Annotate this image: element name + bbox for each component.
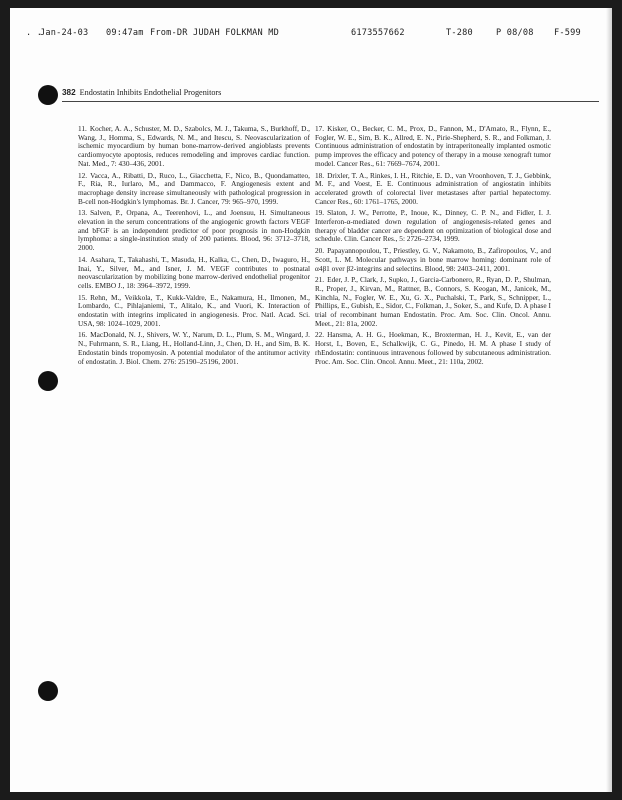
reference-text: Eder, J. P., Clark, J., Supko, J., Garcia-Carbonero, R., Ryan, D. P., Shulman, R., Proper, J., Kirvan, M., Rattner, B., Connors, S. Keogan, M., Janicek, M., Kinchla, N., Fogler, W. E., Xu, G. X., Puchalski, T., Park, S., Schnipper, L., Phillips, E., Gubish, E., Sidor, C., Folkman, J., Soker, S., and Kufe, D. A phase I trial of recombinant human Endostatin. Proc. Am. Soc. Clin. Oncol. Annu. Meet., 21: 81a, 2002. — [315, 275, 551, 328]
reference-number: 22. — [315, 330, 325, 340]
reference-item — [315, 247, 551, 273]
reference-item — [78, 125, 310, 169]
fax-fcode: F-599 — [554, 28, 581, 38]
reference-text: Vacca, A., Ribatti, D., Ruco, L., Giacchetta, F., Nico, B., Quondamatteo, F., Ria, R., Iurlaro, M., and Dammacco, F. Angiogenesis extent and macrophage density increase simultaneously with pathological progression in B-cell non-Hodgkin's lymphomas. Br. J. Cancer, 79: 965–970, 1999. — [78, 170, 310, 206]
reference-text: Kisker, O., Becker, C. M., Prox, D., Fannon, M., D'Amato, R., Flynn, E., Fogler, W. E., Sim, B. K., Allred, E. N., Pirie-Shepherd, S. R., and Folkman, J. Continuous administration of endostatin by intraperitoneally implanted osmotic pump improves the efficacy and potency of therapy in a mouse xenograft tumor model. Cancer Res., 61: 7669–7674, 2001. — [315, 124, 551, 168]
reference-item — [315, 276, 551, 328]
references-right-column — [315, 125, 551, 369]
reference-number: 17. — [315, 124, 325, 133]
reference-item — [315, 209, 551, 244]
page-number: 382 — [62, 88, 76, 97]
reference-text: Drixler, T. A., Rinkes, I. H., Ritchie, E. D., van Vroonhoven, T. J., Gebbink, M. F., and Voest, E. E. Continuous administration of angiostatin inhibits accelerated growth of colorectal liver metastases after partial hepatectomy. Cancer Res., 60: 1761–1765, 2000. — [315, 170, 551, 206]
references-left-column — [78, 125, 310, 369]
fax-sender: From-DR JUDAH FOLKMAN MD — [150, 28, 279, 38]
punch-hole-bottom — [38, 681, 58, 701]
reference-text: Asahara, T., Takahashi, T., Masuda, H., Kalka, C., Chen, D., Iwaguro, H., Inai, Y., Silver, M., and Isner, J. M. VEGF contributes to postnatal neovascularization by mobilizing bone marrow-derived endothelial progenitor cells. EMBO J., 18: 3964–3972, 1999. — [78, 254, 310, 290]
fax-tcode: T-280 — [446, 28, 473, 38]
reference-number: 19. — [315, 208, 325, 218]
reference-number: 18. — [315, 170, 325, 180]
fax-dots: . . — [26, 28, 43, 38]
reference-item — [78, 209, 310, 253]
reference-number: 15. — [78, 292, 88, 302]
fax-date: Jan-24-03 — [40, 28, 89, 38]
reference-number: 14. — [78, 254, 88, 264]
page-edge-shadow — [606, 8, 612, 792]
punch-hole-top — [38, 85, 58, 105]
punch-hole-middle — [38, 371, 58, 391]
reference-text: Rehn, M., Veikkola, T., Kukk-Valdre, E., Nakamura, H., Ilmonen, M., Lombardo, C., Pihlajaniemi, T., Alitalo, K., and Vuori, K. Interaction of endostatin with integrins implicated in angiogenesis. Proc. Natl. Acad. Sci. USA, 98: 1024–1029, 2001. — [78, 292, 310, 328]
reference-text: Papayannopoulou, T., Priestley, G. V., Nakamoto, B., Zafiropoulos, V., and Scott, L. M. Molecular pathways in bone marrow homing: dominant role of α4β1 over β2-integrins and selectins. Blood, 98: 2403–2411, 2001. — [315, 246, 551, 273]
fax-phone: 6173557662 — [351, 28, 405, 38]
reference-number: 12. — [78, 170, 88, 180]
reference-text: MacDonald, N. J., Shivers, W. Y., Narum, D. L., Plum, S. M., Wingard, J. N., Fuhrmann, S. R., Liang, H., Holland-Linn, J., Chen, D. H., and Sim, B. K. Endostatin binds tropomyosin. A potential modulator of the antitumor activity of endostatin. J. Biol. Chem. 276: 25190–25196, 2001. — [78, 330, 310, 366]
reference-item — [315, 125, 551, 169]
reference-number: 13. — [78, 208, 88, 218]
reference-text: Slaton, J. W., Perrotte, P., Inoue, K., Dinney, C. P. N., and Fidler, I. J. Interferon-α-mediated down regulation of angiogenesis-related genes and therapy of bladder cancer are dependent on optimization of biological dose and schedule. Clin. Cancer Res., 5: 2726–2734, 1999. — [315, 208, 551, 244]
reference-text: Salven, P., Orpana, A., Teerenhovi, L., and Joensuu, H. Simultaneous elevation in the serum concentrations of the angiogenic growth factors VEGF and bFGF is an independent predictor of poor prognosis in non-Hodgkin lymphoma: a single-institution study of 200 patients. Blood, 96: 3712–3718, 2000. — [78, 208, 310, 253]
running-head — [62, 88, 221, 97]
fax-page-count: P 08/08 — [496, 28, 534, 38]
reference-number: 20. — [315, 246, 325, 256]
fax-page — [10, 8, 612, 792]
reference-item — [78, 294, 310, 329]
reference-text: Kocher, A. A., Schuster, M. D., Szabolcs, M. J., Takuma, S., Burkhoff, D., Wang, J., Homma, S., Edwards, N. M., and Itescu, S. Neovascularization of ischemic myocardium by human bone-marrow-derived angioblasts prevents cardiomyocyte apoptosis, reduces remodeling and improves cardiac function. Nat. Med., 7: 430–436, 2001. — [78, 124, 310, 168]
reference-number: 16. — [78, 330, 88, 340]
fax-time: 09:47am — [106, 28, 144, 38]
reference-item — [315, 172, 551, 207]
reference-text: Hansma, A. H. G., Hoekman, K., Broxterman, H. J., Kevit, E., van der Horst, I., Boven, E., Schalkwijk, C. G., Pinedo, H. M. A phase I study of rhEndostatin: continuous intravenous followed by subcutaneous administration. Proc. Am. Soc. Clin. Oncol. Annu. Meet., 21: 110a, 2002. — [315, 330, 551, 366]
reference-number: 21. — [315, 275, 325, 285]
reference-item — [78, 331, 310, 366]
running-title: Endostatin Inhibits Endothelial Progenitors — [79, 88, 222, 97]
reference-item — [315, 331, 551, 366]
reference-number: 11. — [78, 124, 87, 133]
header-rule — [62, 101, 599, 102]
reference-item — [78, 256, 310, 291]
reference-item — [78, 172, 310, 207]
